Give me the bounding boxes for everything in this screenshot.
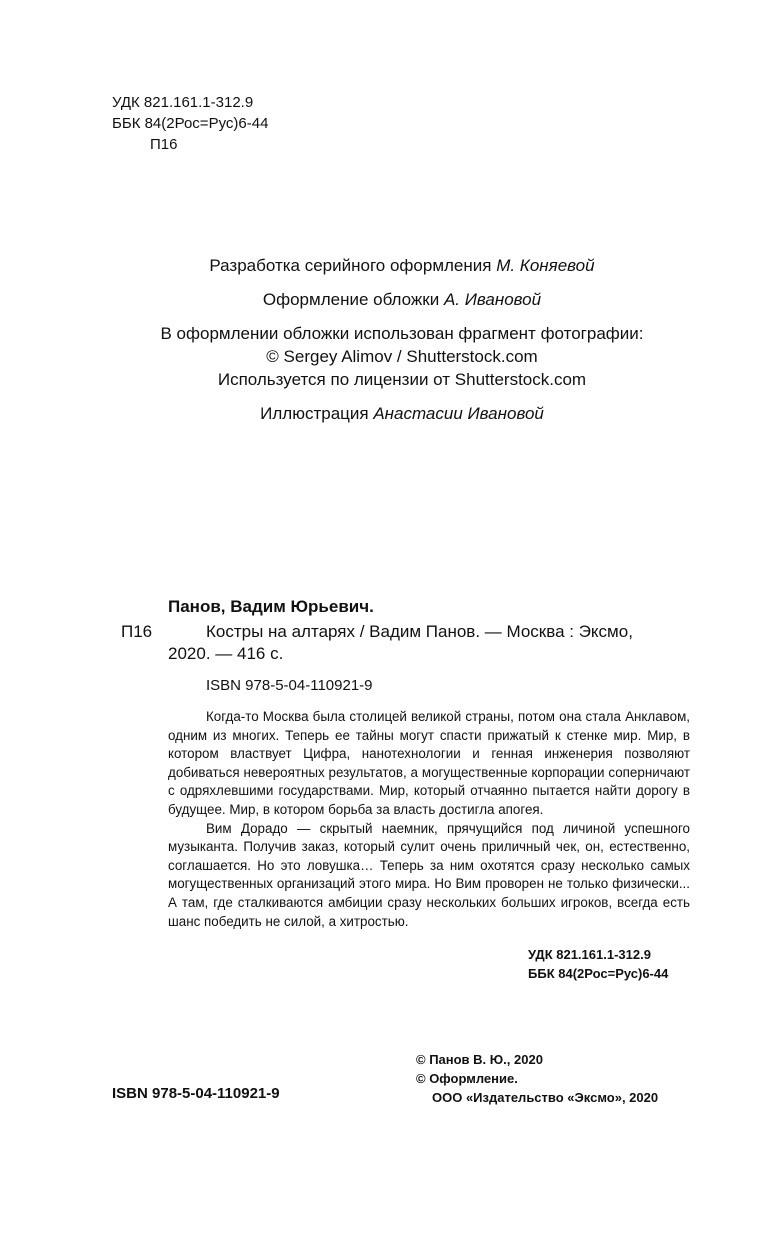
bib-mark: П16 xyxy=(121,622,153,641)
bib-author: Панов, Вадим Юрьевич. xyxy=(168,597,374,616)
cover-designer-name: А. Ивановой xyxy=(443,290,542,309)
photo-credit-line-2: © Sergey Alimov / Shutterstock.com xyxy=(266,347,538,366)
annotation xyxy=(168,708,690,931)
photo-credit-line-3: Используется по лицензии от Shutterstock.com xyxy=(217,370,587,389)
copyright-design: © Оформление. xyxy=(416,1071,518,1086)
footer-udk: УДК 821.161.1-312.9 xyxy=(528,947,651,962)
footer-isbn: ISBN 978-5-04-110921-9 xyxy=(112,1085,280,1102)
footer-bbk: ББК 84(2Рос=Рус)6-44 xyxy=(528,966,669,981)
cover-design-credit: Оформление обложки А. Ивановой xyxy=(262,290,542,309)
annotation-paragraph-1: Когда-то Москва была столицей великой страны, потом она стала Анклавом, одним из многих. Теперь ее тайны могут спасти прижатый к стенке мир. Мир, в котором властвует Цифра, нанотехнологии и генная инженерия позволяют добиваться невероятных результатов, а могущественные корпорации соперничают с одряхлевшими государствами. Мир, который отчаянно пытается найти дорогу в будущее. Мир, в котором борьба за власть достигла апогея. xyxy=(168,709,690,817)
illustrator-name: Анастасии Ивановой xyxy=(373,404,544,423)
annotation-paragraph-2: Вим Дорадо — скрытый наемник, прячущийся под личиной успешного музыканта. Получив заказ, который сулит очень приличный чек, он, естественно, соглашается. Но это ловушка… Теперь за ним охотятся сразу несколько самых могущественных организаций этого мира. Но Вим проворен не только физически... А там, где сталкиваются амбиции сразу нескольких больших игроков, всегда есть шанс победить не силой, а хитростью. xyxy=(168,820,690,929)
copyright-author: © Панов В. Ю., 2020 xyxy=(416,1052,543,1067)
copyright-publisher: ООО «Издательство «Эксмо», 2020 xyxy=(432,1090,659,1105)
photo-credit-line-1: В оформлении обложки использован фрагмент фотографии: xyxy=(160,324,644,343)
series-designer-name: М. Коняевой xyxy=(496,256,595,275)
bbk-code: ББК 84(2Рос=Рус)6-44 xyxy=(112,115,269,132)
bib-isbn: ISBN 978-5-04-110921-9 xyxy=(206,677,373,694)
udk-code: УДК 821.161.1-312.9 xyxy=(112,94,254,111)
bib-title-line-2: 2020. — 416 с. xyxy=(168,644,284,663)
illustration-credit: Иллюстрация Анастасии Ивановой xyxy=(260,404,544,423)
bib-title-line-1: Костры на алтарях / Вадим Панов. — Москва : Эксмо, xyxy=(206,622,633,641)
author-mark: П16 xyxy=(150,136,178,153)
series-design-credit: Разработка серийного оформления М. Коняевой xyxy=(209,256,595,275)
